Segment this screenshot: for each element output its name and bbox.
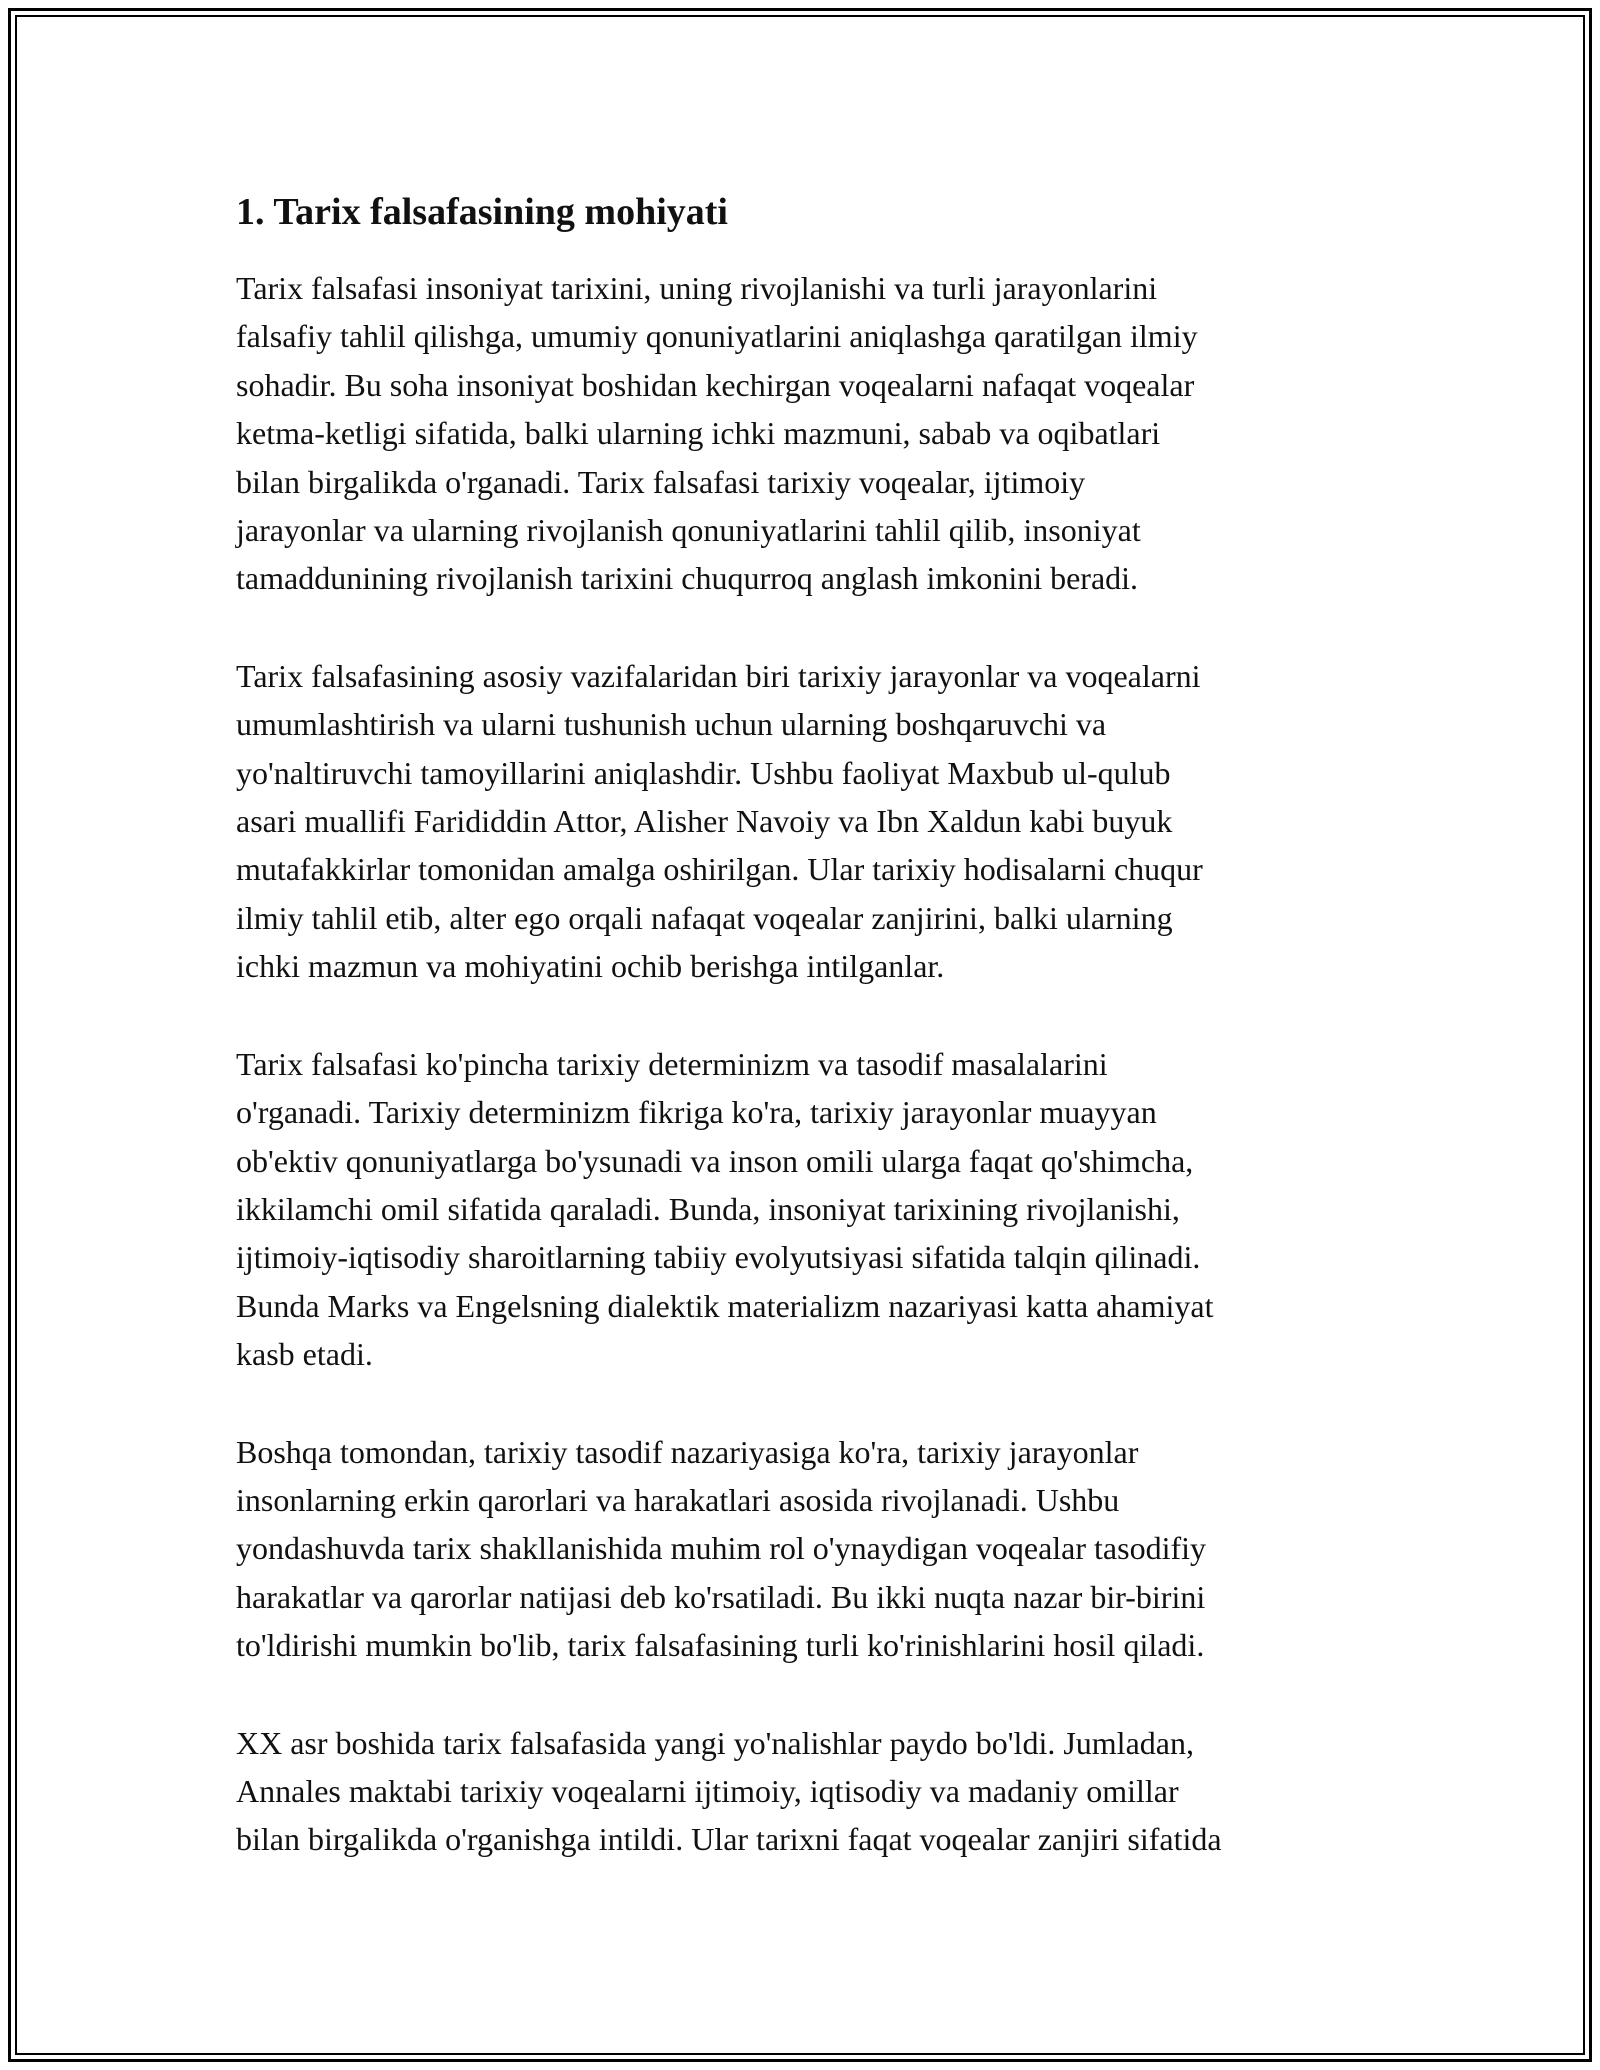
text-line: Tarix falsafasi insoniyat tarixini, uning rivojlanishi va turli jarayonlarini [236,270,1158,306]
paragraph-1 [236,264,1368,603]
text-line: ikkilamchi omil sifatida qaraladi. Bunda, insoniyat tarixining rivojlanishi, [236,1190,1180,1227]
text-line: kasb etadi. [236,1336,373,1373]
text-line: mutafakkirlar tomonidan amalga oshirilgan. Ular tarixiy hodisalarni chuqur [236,851,1203,888]
text-line: Tarix falsafasining asosiy vazifalaridan biri tarixiy jarayonlar va voqealarni [236,657,1201,694]
text-line: Boshqa tomondan, tarixiy tasodif nazariyasiga ko'ra, tarixiy jarayonlar [236,1433,1139,1470]
paragraph-4 [236,1428,1368,1670]
text-line: to'ldirishi mumkin bo'lib, tarix falsafasining turli ko'rinishlarini hosil qiladi. [236,1627,1205,1664]
text-line: bilan birgalikda o'rganadi. Tarix falsafasi tarixiy voqealar, ijtimoiy [236,463,1086,500]
text-line: falsafiy tahlil qilishga, umumiy qonuniyatlarini aniqlashga qaratilgan ilmiy [236,318,1198,355]
text-line: tamaddunining rivojlanish tarixini chuqurroq anglash imkonini beradi. [236,560,1139,597]
text-line: Bunda Marks va Engelsning dialektik materializm nazariyasi katta ahamiyat [236,1287,1214,1324]
spacer [236,603,1368,652]
text-line: asari muallifi Farididdin Attor, Alisher Navoiy va Ibn Xaldun kabi buyuk [236,803,1173,840]
paragraph-3 [236,1040,1368,1379]
document-body [236,188,1368,1864]
text-line: ilmiy tahlil etib, alter ego orqali nafaqat voqealar zanjirini, balki ularning [236,899,1173,936]
text-line: insonlarning erkin qarorlari va harakatlari asosida rivojlanadi. Ushbu [236,1481,1120,1518]
paragraph-2 [236,652,1368,991]
text-line: sohadir. Bu soha insoniyat boshidan kechirgan voqealarni nafaqat voqealar [236,366,1195,403]
text-line: ijtimoiy-iqtisodiy sharoitlarning tabiiy evolyutsiyasi sifatida talqin qilinadi. [236,1239,1201,1276]
text-line: yo'naltiruvchi tamoyillarini aniqlashdir. Ushbu faoliyat Maxbub ul-qulub [236,754,1171,791]
spacer [236,1379,1368,1428]
text-line: ob'ektiv qonuniyatlarga bo'ysunadi va inson omili ularga faqat qo'shimcha, [236,1142,1194,1179]
text-line: o'rganadi. Tarixiy determinizm fikriga ko'ra, tarixiy jarayonlar muayyan [236,1094,1157,1131]
paragraph-5 [236,1719,1368,1864]
text-line: bilan birgalikda o'rganishga intildi. Ular tarixni faqat voqealar zanjiri sifatida [236,1821,1222,1858]
text-line: harakatlar va qarorlar natijasi deb ko'rsatiladi. Bu ikki nuqta nazar bir-birini [236,1578,1206,1615]
text-line: ketma-ketligi sifatida, balki ularning ichki mazmuni, sabab va oqibatlari [236,415,1161,452]
text-line: umumlashtirish va ularni tushunish uchun ularning boshqaruvchi va [236,706,1107,743]
text-line: jarayonlar va ularning rivojlanish qonuniyatlarini tahlil qilib, insoniyat [236,512,1141,549]
spacer [236,991,1368,1040]
section-heading: 1. Tarix falsafasining mohiyati [236,191,728,233]
spacer [236,236,1368,264]
text-line: ichki mazmun va mohiyatini ochib berishga intilganlar. [236,948,945,985]
text-line: yondashuvda tarix shakllanishida muhim rol o'ynaydigan voqealar tasodifiy [236,1530,1206,1567]
text-line: XX asr boshida tarix falsafasida yangi yo'nalishlar paydo bo'ldi. Jumladan, [236,1724,1194,1761]
text-line: Annales maktabi tarixiy voqealarni ijtimoiy, iqtisodiy va madaniy omillar [236,1772,1179,1809]
spacer [236,1670,1368,1719]
text-line: Tarix falsafasi ko'pincha tarixiy determinizm va tasodif masalalarini [236,1045,1108,1082]
